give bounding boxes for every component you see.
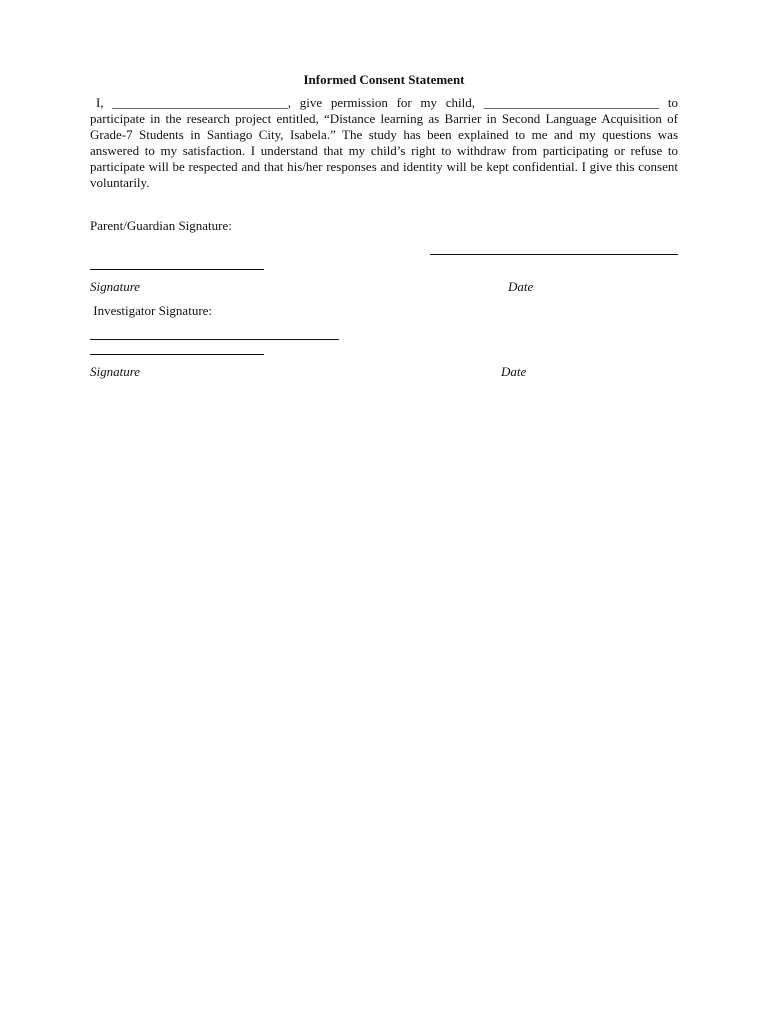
consent-paragraph-text: I, ___________________________, give permission for my child, ___________________________ to participate in the research project entitled, “Distance learning as Barrier in Second Language Acquisition of Grade-7 Students in Santiago City, Isabela.” The study has been explained to me and my questions was answered to my satisfaction. I understand that my child’s right to withdraw from participating or refuse to participate will be respected and that his/her responses and identity will be kept confidential. I give this consent voluntarily.	[90, 95, 678, 190]
investigator-signature-label: Investigator Signature:	[90, 303, 213, 318]
parent-signature-caption: Signature	[90, 279, 141, 294]
investigator-date-line	[90, 339, 339, 340]
parent-guardian-signature-label: Parent/Guardian Signature:	[90, 218, 232, 233]
document-title: Informed Consent Statement	[303, 72, 465, 87]
investigator-signature-caption: Signature	[90, 364, 141, 379]
parent-date-caption: Date	[508, 279, 534, 294]
consent-paragraph	[90, 95, 678, 191]
investigator-signature-line	[90, 354, 264, 355]
parent-signature-line	[90, 269, 264, 270]
parent-date-line	[430, 254, 678, 255]
investigator-date-caption: Date	[501, 364, 527, 379]
